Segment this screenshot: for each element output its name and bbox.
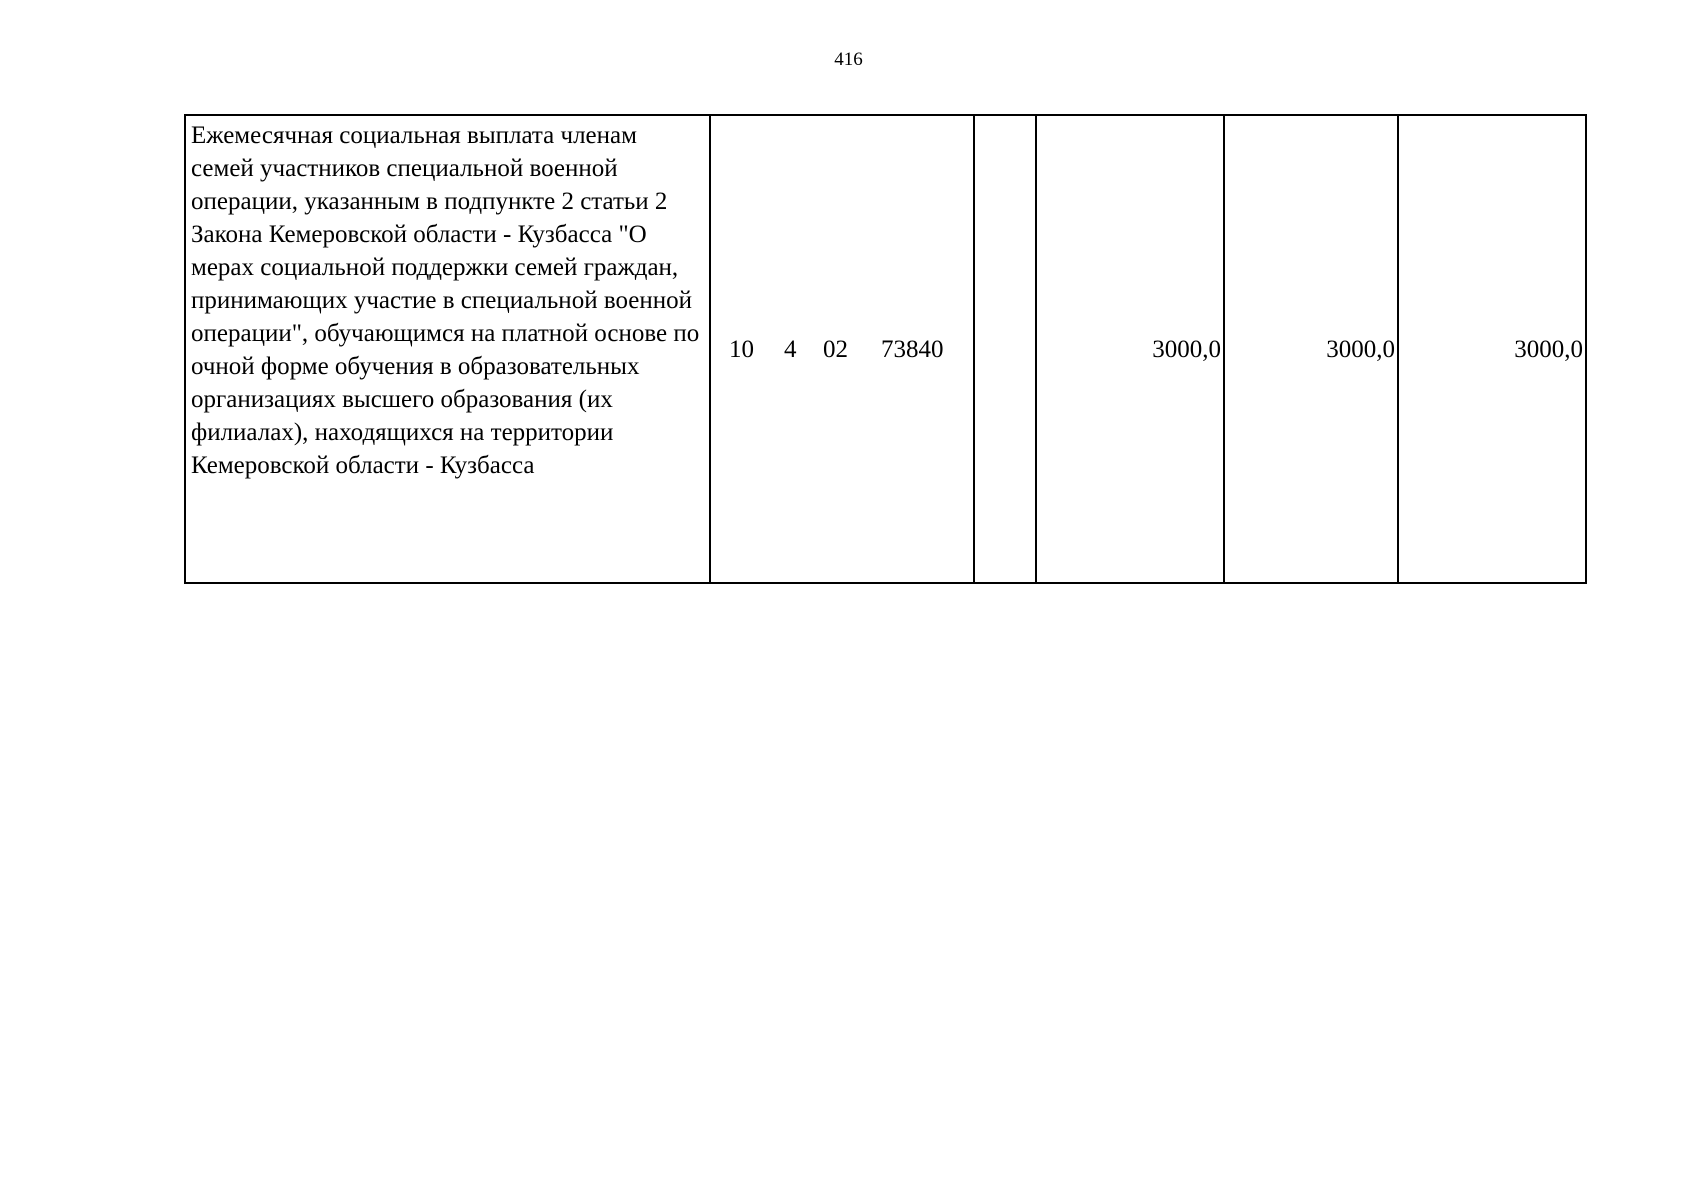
page-number: 416 — [834, 49, 863, 70]
code-subprogram: 02 — [823, 335, 848, 363]
amount-year-3: 3000,0 — [1398, 115, 1586, 583]
budget-classification-code — [710, 115, 974, 583]
code-parts — [711, 116, 973, 582]
table-row — [185, 115, 1586, 583]
budget-table — [184, 114, 1587, 584]
code-direction: 73840 — [881, 335, 944, 363]
amount-year-1: 3000,0 — [1036, 115, 1224, 583]
row-description: Ежемесячная социальная выплата членам семей участников специальной военной операции, указанным в подпункте 2 статьи 2 Закона Кемеровской области - Кузбасса "О мерах социальной поддержки семей граждан, принимающих участие в специальной военной операции", обучающимся на платной основе по очной форме обучения в образовательных организациях высшего образования (их филиалах), находящихся на территории Кемеровской области - Кузбасса — [185, 115, 710, 583]
code-section: 10 — [729, 335, 754, 363]
expense-type-cell — [974, 115, 1036, 583]
code-program: 4 — [784, 335, 797, 363]
amount-year-2: 3000,0 — [1224, 115, 1398, 583]
